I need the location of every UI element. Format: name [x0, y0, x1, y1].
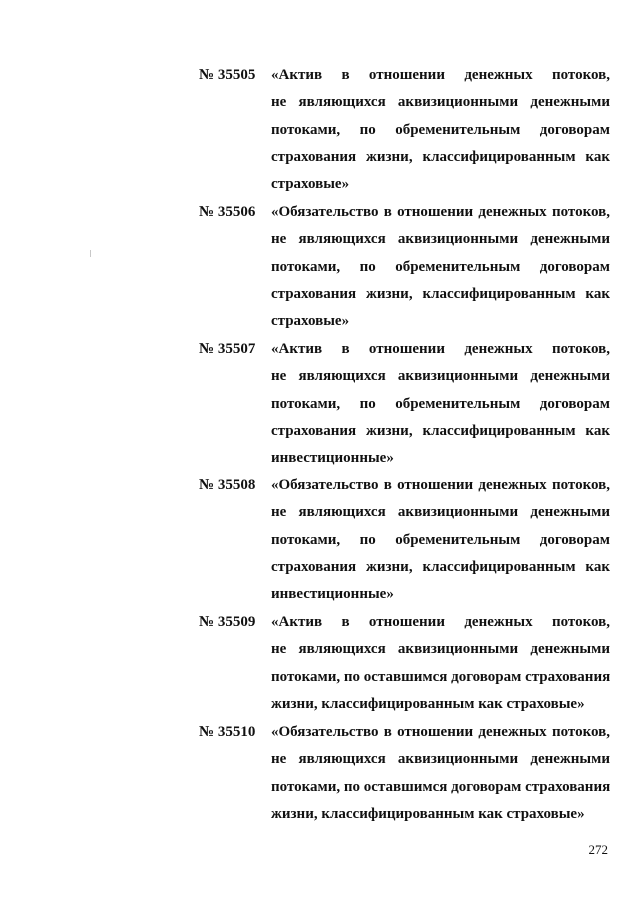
text-line: жизни, классифицированным как страховые» — [271, 805, 585, 822]
text-line: не являющихся аквизиционными денежными — [271, 368, 610, 385]
entry-text — [271, 336, 610, 472]
text-line: потоками, по оставшимся договорам страхования — [271, 778, 611, 795]
text-line: не являющихся аквизиционными денежными — [271, 231, 610, 248]
entry-text — [271, 609, 610, 718]
entry-text — [271, 199, 610, 335]
entry-text — [271, 62, 610, 198]
entry-number: № 35509 — [199, 614, 256, 630]
text-line: жизни, классифицированным как страховые» — [271, 695, 585, 712]
text-line: потоками, по оставшимся договорам страхования — [271, 668, 611, 685]
text-line: страхования жизни, классифицированным как — [271, 422, 610, 439]
text-line: страхования жизни, классифицированным как — [271, 148, 610, 165]
text-line: «Актив в отношении денежных потоков, — [271, 341, 610, 357]
entry-number: № 35507 — [199, 341, 256, 357]
text-line: «Актив в отношении денежных потоков, — [271, 614, 610, 630]
text-line: «Обязательство в отношении денежных потоков, — [271, 477, 610, 493]
text-line: не являющихся аквизиционными денежными — [271, 94, 610, 111]
text-line: страхования жизни, классифицированным как — [271, 285, 610, 302]
text-line: не являющихся аквизиционными денежными — [271, 641, 610, 658]
entry-number: № 35505 — [199, 67, 256, 83]
text-line: потоками, по обременительным договорам — [271, 395, 610, 412]
text-line: не являющихся аквизиционными денежными — [271, 504, 610, 521]
text-line: страховые» — [271, 176, 350, 193]
entry-text — [271, 719, 610, 828]
entry-number: № 35508 — [199, 477, 256, 493]
text-line: «Обязательство в отношении денежных потоков, — [271, 724, 610, 740]
text-line: инвестиционные» — [271, 450, 394, 467]
text-line: страхования жизни, классифицированным как — [271, 558, 610, 575]
text-line: «Актив в отношении денежных потоков, — [271, 67, 610, 83]
scan-artifact — [90, 250, 91, 257]
text-line: потоками, по обременительным договорам — [271, 531, 610, 548]
entry-number: № 35506 — [199, 204, 256, 220]
text-line: страховые» — [271, 313, 350, 330]
text-line: потоками, по обременительным договорам — [271, 121, 610, 138]
text-line: инвестиционные» — [271, 586, 394, 603]
text-line: не являющихся аквизиционными денежными — [271, 751, 610, 768]
entry-text — [271, 472, 610, 608]
text-line: «Обязательство в отношении денежных потоков, — [271, 204, 610, 220]
page-number: 272 — [588, 842, 608, 857]
entry-number: № 35510 — [199, 724, 256, 740]
text-line: потоками, по обременительным договорам — [271, 258, 610, 275]
